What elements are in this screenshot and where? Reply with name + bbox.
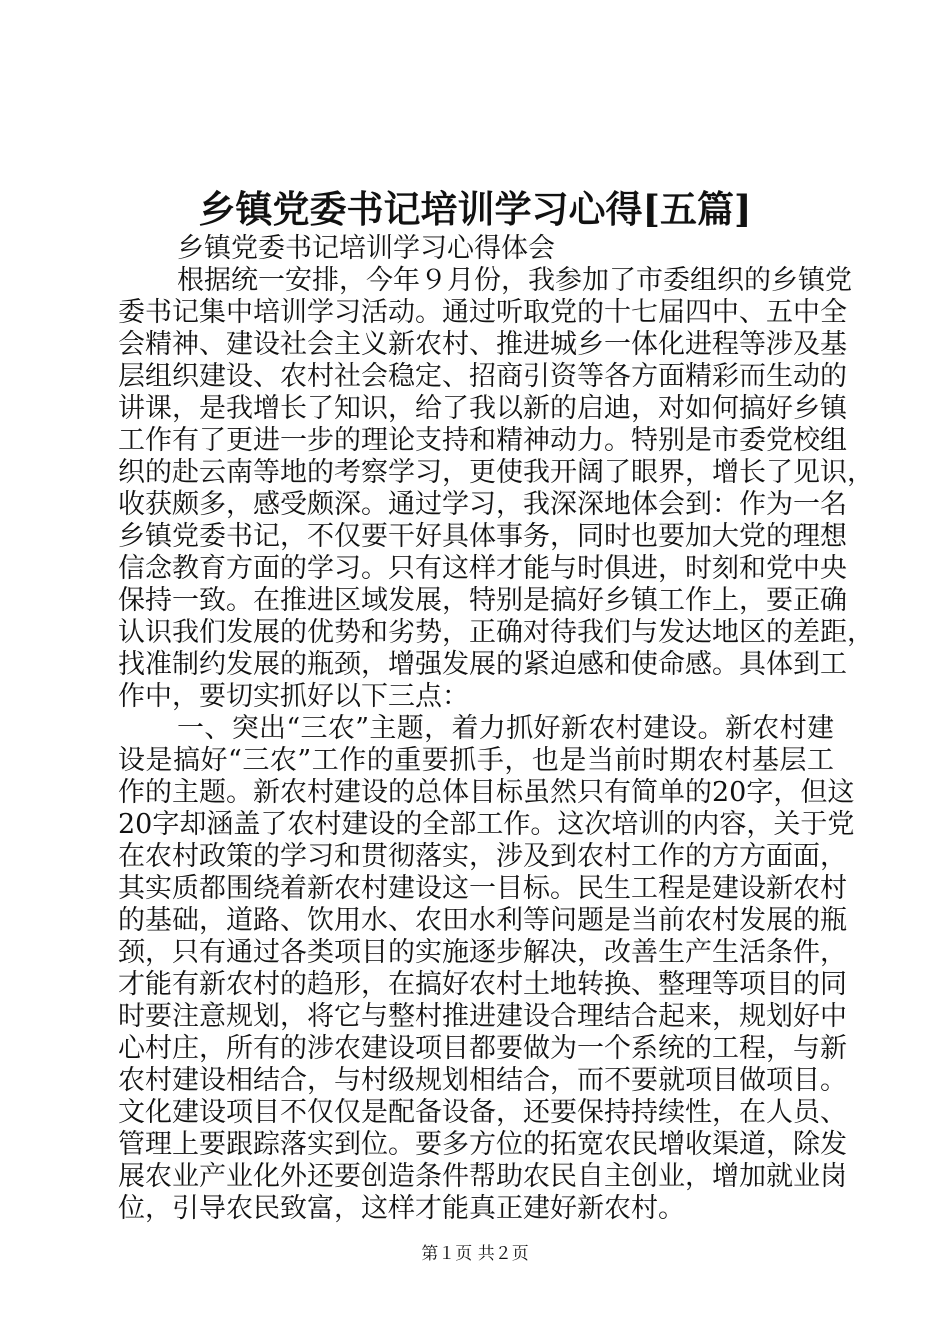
text-line: 作的主题。新农村建设的总体目标虽然只有简单的20字，但这 (118, 777, 855, 808)
text-line: 保持一致。在推进区域发展，特别是搞好乡镇工作上，要正确 (118, 585, 847, 616)
text-line: 找准制约发展的瓶颈，增强发展的紧迫感和使命感。具体到工 (118, 649, 847, 680)
text-line: 管理上要跟踪落实到位。要多方位的拓宽农民增收渠道，除发 (118, 1129, 847, 1160)
text-line: 会精神、建设社会主义新农村、推进城乡一体化进程等涉及基 (118, 329, 847, 360)
text-line: 心村庄，所有的涉农建设项目都要做为一个系统的工程，与新 (118, 1033, 847, 1064)
text-line: 展农业产业化外还要创造条件帮助农民自主创业，增加就业岗 (118, 1161, 847, 1192)
text-line: 20字却涵盖了农村建设的全部工作。这次培训的内容，关于党 (118, 809, 855, 840)
text-line: 农村建设相结合，与村级规划相结合，而不要就项目做项目。 (118, 1065, 847, 1096)
text-line: 在农村政策的学习和贯彻落实，涉及到农村工作的方方面面， (118, 841, 847, 872)
text-line: 根据统一安排，今年９月份，我参加了市委组织的乡镇党 (177, 265, 852, 296)
text-line: 讲课，是我增长了知识，给了我以新的启迪，对如何搞好乡镇 (118, 393, 847, 424)
page-footer: 第１页 共２页 (421, 1244, 529, 1264)
text-line: 乡镇党委书记培训学习心得体会 (177, 233, 555, 264)
text-line: 委书记集中培训学习活动。通过听取党的十七届四中、五中全 (118, 297, 847, 328)
text-line: 乡镇党委书记，不仅要干好具体事务，同时也要加大党的理想 (118, 521, 847, 552)
text-line: 一、突出“三农”主题，着力抓好新农村建设。新农村建 (177, 713, 834, 744)
document-body (118, 233, 874, 1225)
text-line: 层组织建设、农村社会稳定、招商引资等各方面精彩而生动的 (118, 361, 847, 392)
text-line: 的基础，道路、饮用水、农田水利等问题是当前农村发展的瓶 (118, 905, 847, 936)
text-line: 其实质都围绕着新农村建设这一目标。民生工程是建设新农村 (118, 873, 847, 904)
text-line: 工作有了更进一步的理论支持和精神动力。特别是市委党校组 (118, 425, 847, 456)
text-line: 文化建设项目不仅仅是配备设备，还要保持持续性，在人员、 (118, 1097, 847, 1128)
text-line: 认识我们发展的优势和劣势，正确对待我们与发达地区的差距， (118, 617, 874, 648)
text-line: 设是搞好“三农”工作的重要抓手，也是当前时期农村基层工 (118, 745, 834, 776)
text-line: 时要注意规划，将它与整村推进建设合理结合起来，规划好中 (118, 1001, 847, 1032)
text-line: 收获颇多，感受颇深。通过学习，我深深地体会到：作为一名 (118, 489, 847, 520)
text-line: 位，引导农民致富，这样才能真正建好新农村。 (118, 1193, 685, 1224)
text-line: 信念教育方面的学习。只有这样才能与时俱进，时刻和党中央 (118, 553, 847, 584)
text-line: 颈，只有通过各类项目的实施逐步解决，改善生产生活条件， (118, 937, 847, 968)
document-title: 乡镇党委书记培训学习心得[五篇] (198, 187, 752, 231)
text-line: 织的赴云南等地的考察学习，更使我开阔了眼界，增长了见识， (118, 457, 874, 488)
text-line: 才能有新农村的趋形，在搞好农村土地转换、整理等项目的同 (118, 969, 847, 1000)
text-line: 作中，要切实抓好以下三点： (118, 681, 469, 712)
